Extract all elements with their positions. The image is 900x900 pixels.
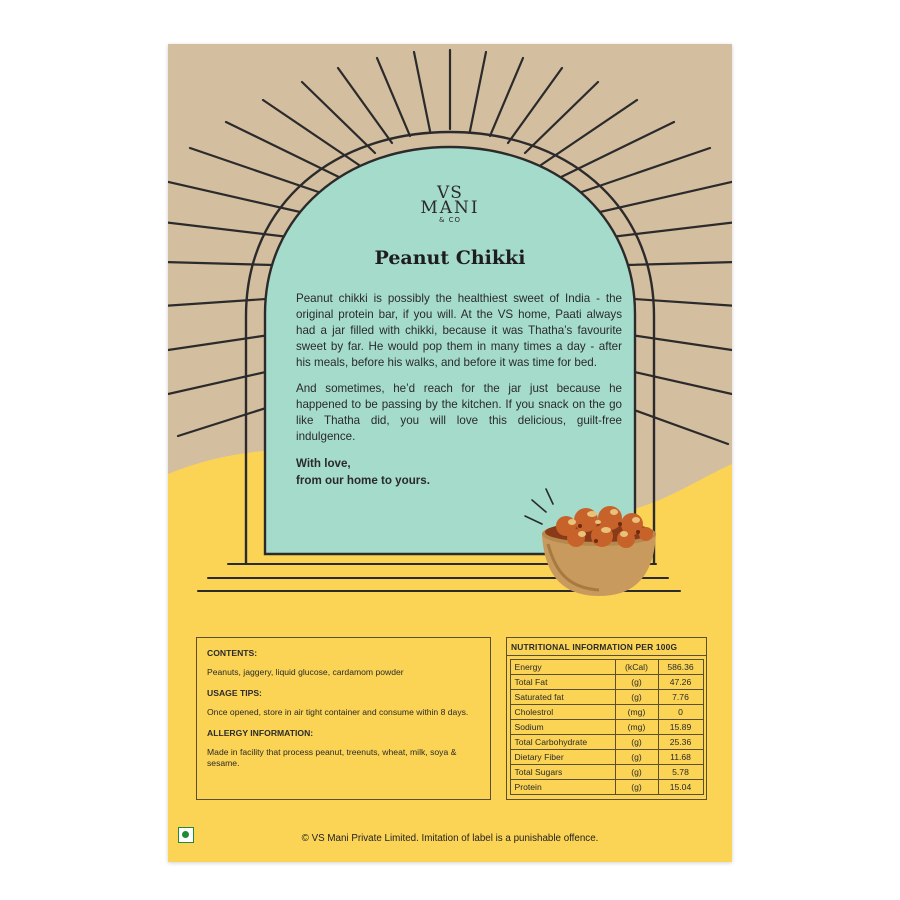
nutrition-row	[510, 690, 703, 705]
brand-logo-line3: & CO	[438, 216, 462, 224]
nutrition-row	[510, 780, 703, 795]
nutrient-unit: (g)	[615, 675, 658, 690]
usage-heading: USAGE TIPS:	[207, 688, 262, 698]
nutrient-value: 15.04	[658, 780, 703, 795]
story-signoff	[296, 455, 622, 489]
copyright-footer: © VS Mani Private Limited. Imitation of label is a punishable offence.	[301, 833, 599, 844]
nutrition-row	[510, 675, 703, 690]
nutrient-value: 5.78	[658, 765, 703, 780]
nutrient-name: Energy	[510, 660, 615, 675]
nutrient-unit: (kCal)	[615, 660, 658, 675]
nutrient-value: 0	[658, 705, 703, 720]
story-paragraph-1: Peanut chikki is possibly the healthiest sweet of India - the original protein bar, if you will. At the VS home, Paati always had a jar filled with chikki, because it was Thatha’s favourite sweet by far. He would pop them in many times a day - after his meals, before his walks, and before it was time for bed.	[296, 292, 622, 369]
allergy-heading: ALLERGY INFORMATION:	[207, 728, 314, 738]
story-paragraph-2: And sometimes, he’d reach for the jar just because he happened to be passing by the kitchen. If you snack on the go like Thatha did, you will love this delicious, guilt-free indulgence.	[296, 382, 622, 443]
nutrient-value: 586.36	[658, 660, 703, 675]
nutrient-unit: (g)	[615, 690, 658, 705]
nutrition-row	[510, 765, 703, 780]
nutrient-unit: (mg)	[615, 720, 658, 735]
nutrient-unit: (g)	[615, 780, 658, 795]
nutrition-row	[510, 750, 703, 765]
product-story	[296, 291, 622, 499]
signoff-line-1: With love,	[296, 457, 351, 470]
nutrient-name: Protein	[510, 780, 615, 795]
nutrient-unit: (g)	[615, 750, 658, 765]
nutrition-table	[510, 659, 704, 795]
brand-logo-line2: MANI	[420, 198, 480, 218]
nutrient-name: Total Carbohydrate	[510, 735, 615, 750]
contents-heading: CONTENTS:	[207, 648, 258, 658]
nutrient-value: 11.68	[658, 750, 703, 765]
nutrient-value: 47.26	[658, 675, 703, 690]
contents-text: Peanuts, jaggery, liquid glucose, cardamom powder	[207, 667, 404, 677]
nutrient-name: Total Sugars	[510, 765, 615, 780]
brand-logo	[413, 185, 487, 224]
signoff-line-2: from our home to yours.	[296, 474, 430, 487]
nutrient-value: 15.89	[658, 720, 703, 735]
nutrient-name: Total Fat	[510, 675, 615, 690]
nutrient-name: Dietary Fiber	[510, 750, 615, 765]
nutrient-name: Saturated fat	[510, 690, 615, 705]
nutrient-unit: (mg)	[615, 705, 658, 720]
allergy-text: Made in facility that process peanut, treenuts, wheat, milk, soya & sesame.	[207, 747, 457, 768]
nutrition-row	[510, 705, 703, 720]
nutrition-panel	[506, 637, 707, 800]
nutrient-unit: (g)	[615, 765, 658, 780]
nutrition-row	[510, 735, 703, 750]
nutrition-heading: NUTRITIONAL INFORMATION PER 100G	[507, 638, 706, 656]
brand-logo-line1: VS	[437, 183, 463, 203]
nutrient-value: 25.36	[658, 735, 703, 750]
product-title: Peanut Chikki	[374, 247, 526, 269]
nutrient-name: Sodium	[510, 720, 615, 735]
nutrient-unit: (g)	[615, 735, 658, 750]
package-back-panel	[168, 44, 732, 862]
usage-text: Once opened, store in air tight container and consume within 8 days.	[207, 707, 469, 717]
nutrient-value: 7.76	[658, 690, 703, 705]
nutrition-row	[510, 660, 703, 675]
product-info-box	[196, 637, 491, 800]
nutrition-row	[510, 720, 703, 735]
nutrient-name: Cholestrol	[510, 705, 615, 720]
